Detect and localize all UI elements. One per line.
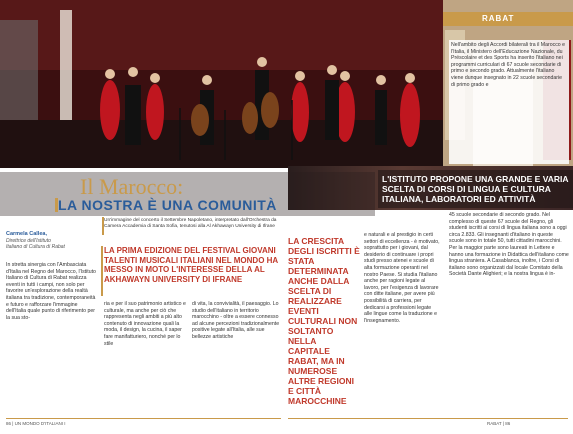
quote-accent bbox=[101, 246, 103, 296]
page-number-left: 86 | UN MONDO D'ITALIANI I bbox=[6, 421, 66, 426]
concert-illustration bbox=[0, 0, 443, 168]
body-column-6: 45 scuole secondarie di secondo grado. Nel complesso di queste 67 scuole del Regno, gli studenti iscritti ai corsi di lingua italiana sono a oggi circa 2.833. Gli insegnanti d'italiano in queste scuole sono in totale 50, tutti cittadini marocchini. Per la maggior parte sono laureati in Lettere e hanno una formazione in Didattica dell'italiano come lingua straniera. A Casablanca, inoltre, i Corsi di italiano sono organizzati dal locale Comitato della Società Dante Alighieri; e la nostra lingua è in- bbox=[449, 212, 569, 278]
page-subtitle: LA NOSTRA È UNA COMUNITÀ bbox=[58, 197, 277, 213]
page-number-right: RABAT | 86 bbox=[487, 421, 511, 426]
footer-divider-right bbox=[288, 418, 568, 419]
author-role-2: Italiano di Cultura di Rabat bbox=[6, 244, 65, 250]
intro-highlight: L'ISTITUTO PROPONE UNA GRANDE E VARIA SCELTA DI CORSI DI LINGUA E CULTURA ITALIANA, LABORATORI ED ATTIVITÀ bbox=[378, 170, 573, 208]
concert-photo bbox=[0, 0, 443, 168]
body-column-1: In stretta sinergia con l'Ambasciata d'Italia nel Regno del Marocco, l'Istituto Italiano di Cultura di Rabat realizza eventi in tutti i campi, non solo per favorire un'esplorazione della realtà italiana tra tradizione, contemporaneità e futuro e rafforzare l'immagine dell'Italia quale punto di riferimento per la sua sto- bbox=[6, 262, 96, 321]
body-column-2: ria e per il suo patrimonio artistico e culturale, ma anche per ciò che rappresenta negli ambiti a più alto contenuto di innovazione quali la moda, il design, la cucina, il saper fare manifatturiero, nonché per lo stile bbox=[104, 301, 186, 347]
photo-caption: Un'immagine del concerto il Settembre Napoletano, interpretato dall'Orchestra da Camera Accademia di Santa Sofia, tenutosi alla Al Akhawayn University di Ifrane bbox=[104, 218, 277, 229]
author-name: Carmela Callea, bbox=[6, 231, 47, 237]
body-column-4: e naturali e al prestigio in certi settori di eccellenza - è motivato, soprattutto per i giovani, dal desiderio di continuare i propri studi presso atenei e scuole di alta formazione operanti nel nostro Paese. Si studia l'italiano anche per ragioni legate al lavoro, per l'esigenza di lavorare con ditte italiane, per avere più possibilità di carriera, per dedicarsi a professioni legate alle lingue come la traduzione e l'insegnamento. bbox=[364, 232, 440, 324]
page-title: Il Marocco: bbox=[80, 174, 184, 199]
pull-quote-2: LA CRESCITA DEGLI ISCRITTI È STATA DETERMINATA ANCHE DALLA SCELTA DI REALIZZARE EVENTI CULTURALI NON SOLTANTO NELLA CAPITALE RABAT, MA IN NUMEROSE ALTRE REGIONI E CITTÀ MAROCCHINE bbox=[288, 236, 360, 406]
body-column-5: Nell'ambito degli Accordi bilaterali tra il Marocco e l'Italia, il Ministero dell'Educazione Nazionale, du Préscolaire et des Sports ha inserito l'italiano nei programmi curriculari di 67 scuole secondarie di primo e secondo grado. Attualmente l'italiano viene dunque insegnato in 22 scuole secondarie di primo grado e bbox=[449, 40, 569, 164]
section-tag: RABAT bbox=[482, 14, 515, 23]
pull-quote-1: LA PRIMA EDIZIONE DEL FESTIVAL GIOVANI TALENTI MUSICALI ITALIANI NEL MONDO HA MESSO IN MOTO L'INTERESSE DELLA AL AKHAWAYN UNIVERSITY DI IFRANE bbox=[104, 246, 278, 284]
author-role: Direttrice dell'Istituto bbox=[6, 238, 51, 244]
body-column-3: di vita, la convivialità, il paesaggio. Lo studio dell'italiano in territorio marocchino - oltre a essere connesso ad alcune percezioni tradizionalmente positive legate all'Italia, alle sue bellezze artistiche bbox=[192, 301, 280, 340]
footer-divider-left bbox=[6, 418, 281, 419]
